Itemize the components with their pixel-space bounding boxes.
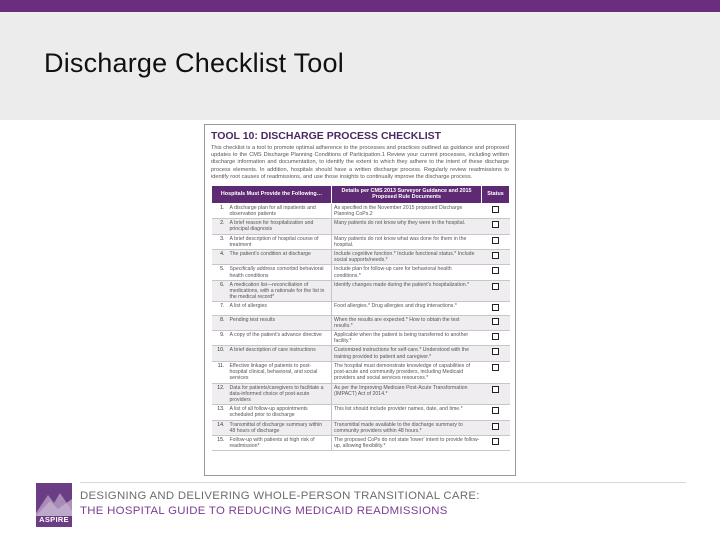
- row-status: [482, 234, 510, 249]
- status-checkbox-icon: [492, 423, 499, 430]
- row-item: Transmittal of discharge summary within 48 hours of discharge: [228, 420, 332, 435]
- table-row: [212, 250, 510, 265]
- row-item: Effective linkage of patients to post-hospital clinical, behavioral, and social services: [228, 361, 332, 383]
- row-number: 4.: [212, 250, 228, 265]
- table-row: [212, 280, 510, 302]
- row-details: As per the Improving Medicare Post-Acute Transformation (IMPACT) Act of 2014.*: [332, 383, 482, 405]
- footer-line-2: THE HOSPITAL GUIDE TO REDUCING MEDICAID READMISSIONS: [80, 505, 448, 517]
- column-header-details: Details per CMS 2013 Surveyor Guidance and 2015 Proposed Rule Documents: [332, 186, 482, 204]
- status-checkbox-icon: [492, 407, 499, 414]
- row-number: 7.: [212, 302, 228, 315]
- row-status: [482, 203, 510, 218]
- row-details: Transmittal made available to the discharge summary to community providers within 48 hours.*: [332, 420, 482, 435]
- checklist-table: [211, 185, 510, 451]
- table-row: [212, 405, 510, 420]
- footer-divider: [80, 482, 686, 483]
- table-row: [212, 361, 510, 383]
- aspire-logo: [36, 483, 72, 527]
- status-checkbox-icon: [492, 283, 499, 290]
- row-number: 12.: [212, 383, 228, 405]
- row-item: A list of allergies: [228, 302, 332, 315]
- row-item: A discharge plan for all inpatients and observation patients: [228, 203, 332, 218]
- table-row: [212, 383, 510, 405]
- row-item: A brief reason for hospitalization and principal diagnosis: [228, 219, 332, 234]
- row-item: A copy of the patient's advance directive: [228, 331, 332, 346]
- row-details: The proposed CoPs do not state 'lower' intent to provide follow-up, allowing flexibility.*: [332, 435, 482, 450]
- status-checkbox-icon: [492, 438, 499, 445]
- table-row: [212, 346, 510, 361]
- table-row: [212, 302, 510, 315]
- status-checkbox-icon: [492, 333, 499, 340]
- column-header-provide: Hospitals Must Provide the Following…: [212, 186, 332, 204]
- document-intro: This checklist is a tool to promote optimal adherence to the processes and practices outlined as guidance and proposed updates to the CMS Discharge Planning Conditions of Participation.1 Review your current processes, including written discharge information and documentation, to identify the extent to which they adhere to the intent of these discharge process elements. In addition, hospitals should have a written discharge process. Regularly review readmissions to identify root causes of readmissions, and use those insights to continually improve the discharge process.: [211, 145, 509, 180]
- row-item: A medication list—reconciliation of medications, with a rationale for the list in the medical record*: [228, 280, 332, 302]
- row-number: 15.: [212, 435, 228, 450]
- row-item: The patient's condition at discharge: [228, 250, 332, 265]
- row-number: 1.: [212, 203, 228, 218]
- row-number: 6.: [212, 280, 228, 302]
- row-details: This list should include provider names, date, and time.*: [332, 405, 482, 420]
- row-status: [482, 302, 510, 315]
- status-checkbox-icon: [492, 386, 499, 393]
- table-header-row: [212, 186, 510, 204]
- status-checkbox-icon: [492, 364, 499, 371]
- row-item: Follow-up with patients at high risk of readmission*: [228, 435, 332, 450]
- row-status: [482, 250, 510, 265]
- row-details: Many patients do not know what was done for them in the hospital.: [332, 234, 482, 249]
- row-number: 8.: [212, 315, 228, 330]
- row-number: 14.: [212, 420, 228, 435]
- checklist-document-image: [204, 124, 516, 476]
- row-status: [482, 361, 510, 383]
- table-row: [212, 331, 510, 346]
- row-item: A list of all follow-up appointments scheduled prior to discharge: [228, 405, 332, 420]
- column-header-status: Status: [482, 186, 510, 204]
- table-row: [212, 219, 510, 234]
- status-checkbox-icon: [492, 206, 499, 213]
- row-details: When the results are expected.* How to obtain the test results.*: [332, 315, 482, 330]
- row-details: Applicable when the patient is being transferred to another facility.*: [332, 331, 482, 346]
- row-item: A brief description of care instructions: [228, 346, 332, 361]
- row-number: 13.: [212, 405, 228, 420]
- row-number: 2.: [212, 219, 228, 234]
- row-number: 3.: [212, 234, 228, 249]
- row-item: Specifically address comorbid behavioral health conditions: [228, 265, 332, 280]
- row-status: [482, 435, 510, 450]
- top-accent-bar: [0, 0, 720, 12]
- row-status: [482, 346, 510, 361]
- row-status: [482, 405, 510, 420]
- table-row: [212, 435, 510, 450]
- row-status: [482, 280, 510, 302]
- row-details: The hospital must demonstrate knowledge of capabilities of post-acute and community providers, including Medicaid providers and social services resources.*: [332, 361, 482, 383]
- row-status: [482, 420, 510, 435]
- row-details: Include cognitive function.* Include functional status.* Include social supports/needs.*: [332, 250, 482, 265]
- logo-text: ASPIRE: [39, 515, 69, 524]
- row-item: Data for patients/caregivers to facilitate a data-informed choice of post-acute providers: [228, 383, 332, 405]
- row-details: Food allergies.* Drug allergies and drug interactions.*: [332, 302, 482, 315]
- row-item: A brief description of hospital course of treatment: [228, 234, 332, 249]
- row-details: Include plan for follow-up care for behavioral health conditions.*: [332, 265, 482, 280]
- status-checkbox-icon: [492, 304, 499, 311]
- document-title: TOOL 10: DISCHARGE PROCESS CHECKLIST: [211, 130, 442, 142]
- row-details: Identify changes made during the patient's hospitalization.*: [332, 280, 482, 302]
- row-item: Pending test results: [228, 315, 332, 330]
- status-checkbox-icon: [492, 267, 499, 274]
- row-number: 10.: [212, 346, 228, 361]
- slide-title: Discharge Checklist Tool: [44, 48, 344, 78]
- status-checkbox-icon: [492, 221, 499, 228]
- table-row: [212, 265, 510, 280]
- table-row: [212, 420, 510, 435]
- row-number: 9.: [212, 331, 228, 346]
- status-checkbox-icon: [492, 252, 499, 259]
- row-details: Customized instructions for self-care.* Understood with the training provided to patient and caregiver.*: [332, 346, 482, 361]
- table-row: [212, 203, 510, 218]
- row-number: 5.: [212, 265, 228, 280]
- status-checkbox-icon: [492, 318, 499, 325]
- row-status: [482, 383, 510, 405]
- row-status: [482, 265, 510, 280]
- status-checkbox-icon: [492, 348, 499, 355]
- row-status: [482, 331, 510, 346]
- footer-line-1: DESIGNING AND DELIVERING WHOLE-PERSON TRANSITIONAL CARE:: [80, 490, 480, 502]
- status-checkbox-icon: [492, 237, 499, 244]
- row-number: 11.: [212, 361, 228, 383]
- checklist-body: [212, 203, 510, 451]
- row-details: As specified in the November 2015 proposed Discharge Planning CoPs.2: [332, 203, 482, 218]
- table-row: [212, 234, 510, 249]
- row-status: [482, 315, 510, 330]
- table-row: [212, 315, 510, 330]
- row-status: [482, 219, 510, 234]
- row-details: Many patients do not know why they were in the hospital.: [332, 219, 482, 234]
- footer-text: [80, 489, 480, 519]
